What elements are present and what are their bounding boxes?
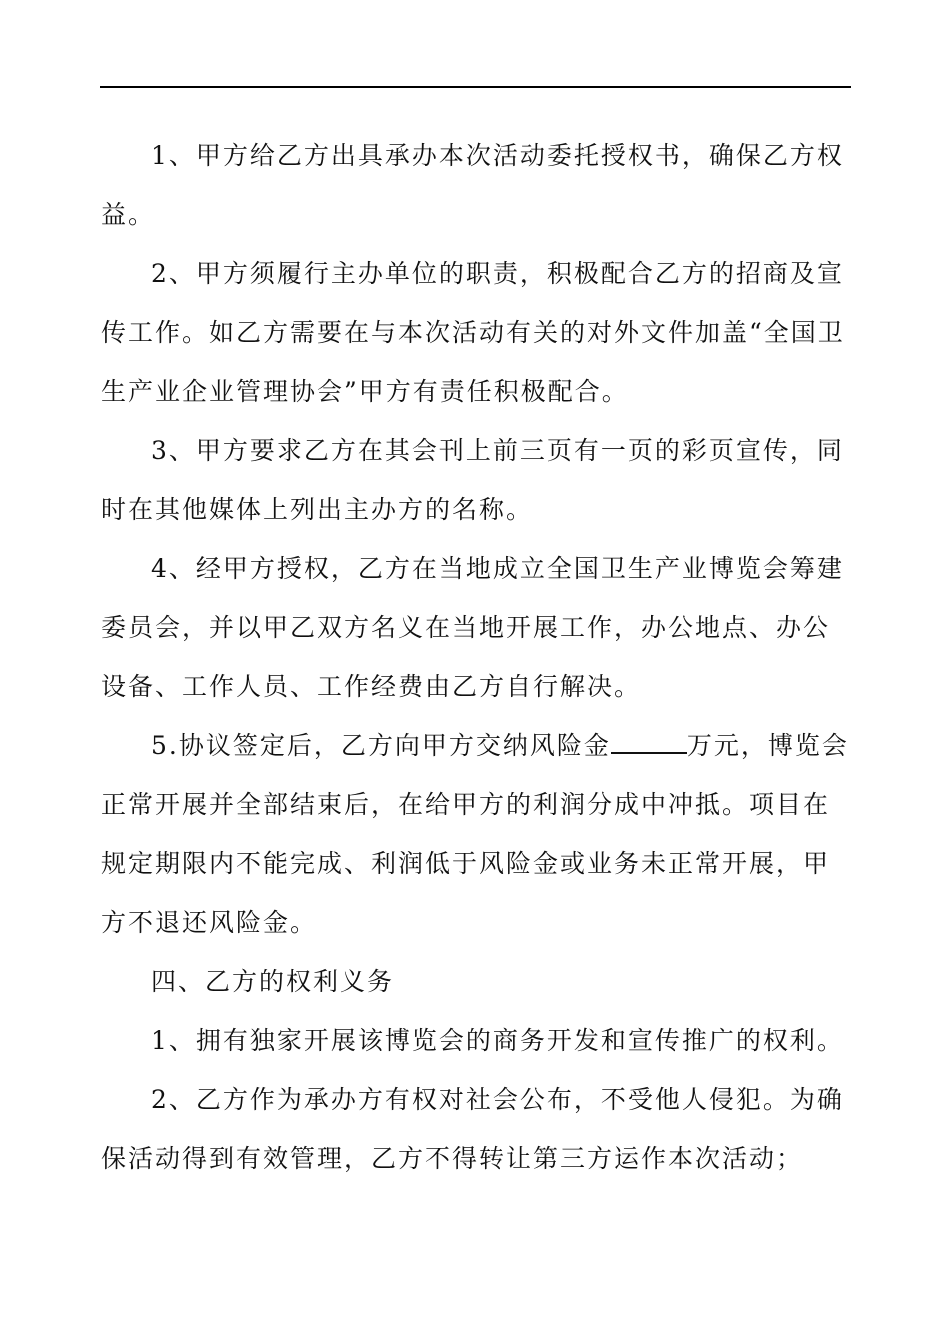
party-b-item-2: 2、乙方作为承办方有权对社会公布，不受他人侵犯。为确保活动得到有效管理，乙方不得转让第三方运作本次活动； [101, 1085, 844, 1173]
party-b-item-1: 1、拥有独家开展该博览会的商务开发和宣传推广的权利。 [151, 1026, 844, 1055]
item5-text-after: 万元，博览会正常开展并全部结束后，在给甲方的利润分成中冲抵。项目在规定期限内不能完成、利润低于风险金或业务未正常开展，甲方不退还风险金。 [101, 731, 849, 937]
header-rule [100, 86, 851, 88]
item5-text-before: 5.协议签定后，乙方向甲方交纳风险金 [151, 731, 611, 760]
fill-in-blank [611, 730, 687, 754]
party-a-item-4: 4、经甲方授权，乙方在当地成立全国卫生产业博览会筹建委员会，并以甲乙双方名义在当地开展工作，办公地点、办公设备、工作人员、工作经费由乙方自行解决。 [101, 554, 844, 701]
party-a-item-3: 3、甲方要求乙方在其会刊上前三页有一页的彩页宣传，同时在其他媒体上列出主办方的名称。 [101, 436, 844, 524]
section-four-heading: 四、乙方的权利义务 [151, 967, 395, 996]
party-a-item-1: 1、甲方给乙方出具承办本次活动委托授权书，确保乙方权益。 [101, 141, 844, 229]
party-a-item-2: 2、甲方须履行主办单位的职责，积极配合乙方的招商及宣传工作。如乙方需要在与本次活动有关的对外文件加盖“全国卫生产业企业管理协会”甲方有责任积极配合。 [101, 259, 845, 406]
document-body [101, 126, 851, 1188]
party-a-item-5 [101, 716, 851, 952]
